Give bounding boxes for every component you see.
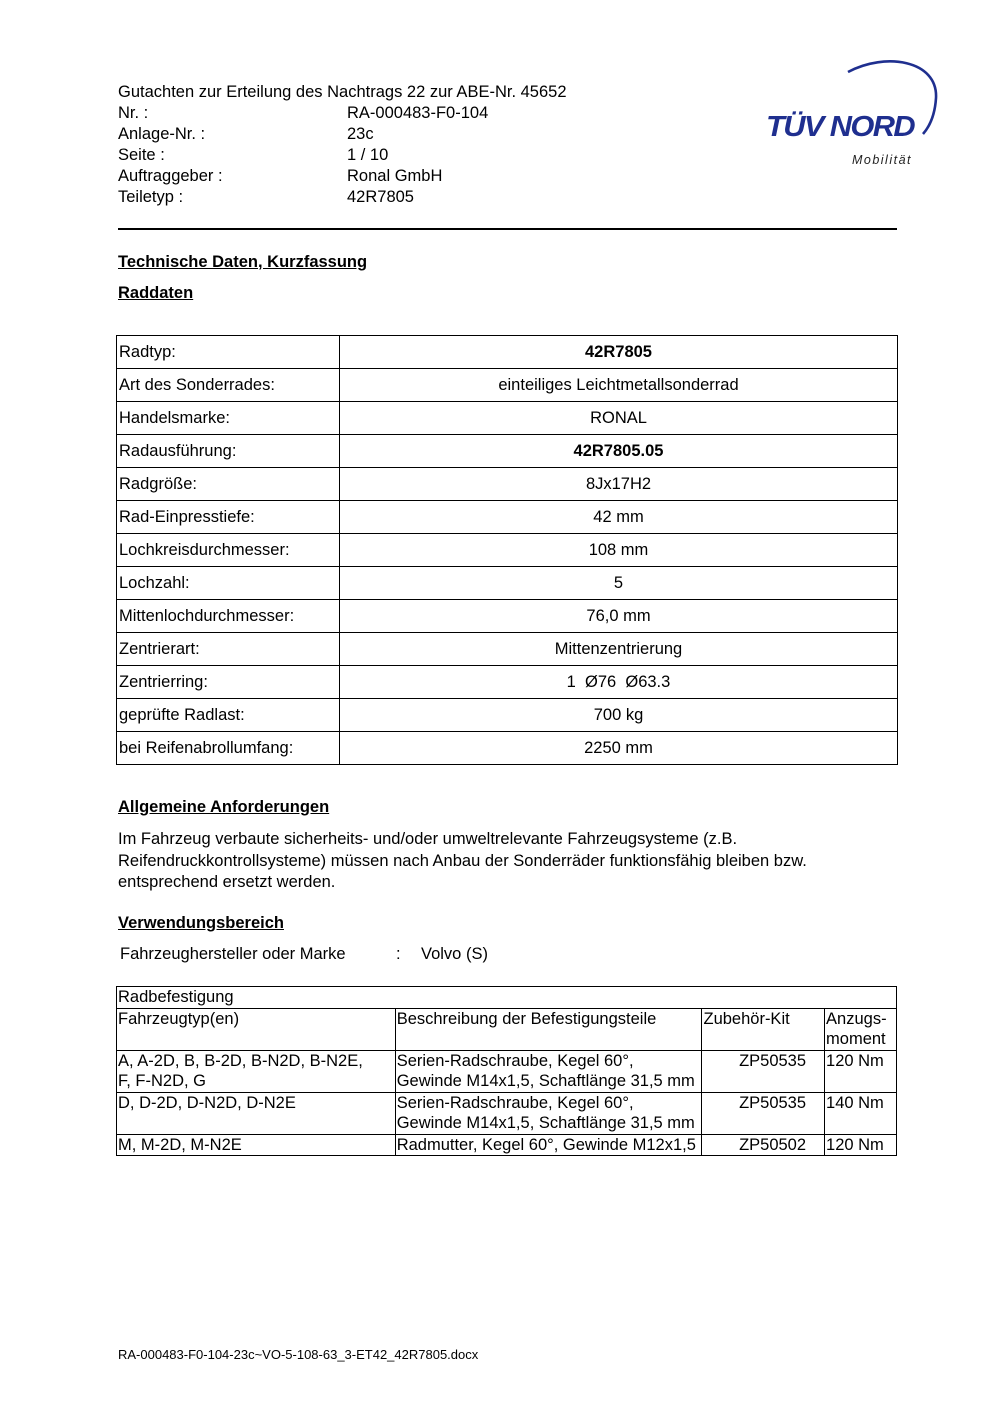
cell-beschreibung: Serien-Radschraube, Kegel 60°, Gewinde M14x1,5, Schaftlänge 31,5 mm [395,1092,702,1134]
table-row [117,1134,897,1156]
raddaten-value: 2250 mm [340,732,898,765]
raddaten-value: 1 Ø76 Ø63.3 [340,666,898,699]
raddaten-key: bei Reifenabrollumfang: [117,732,340,765]
header-info [118,103,488,208]
header-key: Auftraggeber : [118,167,223,185]
table-row [117,1092,897,1134]
raddaten-value: 42R7805.05 [340,435,898,468]
document-title: Gutachten zur Erteilung des Nachtrags 22 zur ABE-Nr. 45652 [118,83,567,101]
header-value: RA-000483-F0-104 [347,104,489,122]
table-row [117,369,898,402]
column-header: Fahrzeugtyp(en) [117,1008,396,1050]
raddaten-key: Lochkreisdurchmesser: [117,534,340,567]
logo-brand-text: TÜV NORD [766,111,906,143]
verwendung-separator: : [396,945,401,963]
raddaten-key: Lochzahl: [117,567,340,600]
cell-fahrzeugtyp: A, A-2D, B, B-2D, B-N2D, B-N2E, F, F-N2D, G [117,1050,396,1092]
raddaten-key: Radausführung: [117,435,340,468]
raddaten-value: 5 [340,567,898,600]
column-header: Anzugs- moment [825,1008,897,1050]
raddaten-key: geprüfte Radlast: [117,699,340,732]
cell-anzugsmoment: 120 Nm [825,1134,897,1156]
header-divider [118,228,897,230]
table-row [117,336,898,369]
raddaten-value: 700 kg [340,699,898,732]
raddaten-value: 76,0 mm [340,600,898,633]
header-row-nr [118,103,488,124]
header-row-seite [118,145,488,166]
table-title-row [117,987,897,1009]
allgemein-text: Im Fahrzeug verbaute sicherheits- und/oder umweltrelevante Fahrzeugsysteme (z.B. Reifendruckkontrollsysteme) müssen nach Anbau der Sonderräder funktionsfähig bleiben bzw. entsprechend ersetzt werden. [118,830,807,891]
cell-anzugsmoment: 140 Nm [825,1092,897,1134]
raddaten-key: Handelsmarke: [117,402,340,435]
header-value: 1 / 10 [347,146,389,164]
header-row-auftraggeber [118,166,488,187]
table-row [117,534,898,567]
header-value: 42R7805 [347,188,414,206]
raddaten-value: einteiliges Leichtmetallsonderrad [340,369,898,402]
cell-fahrzeugtyp: M, M-2D, M-N2E [117,1134,396,1156]
cell-beschreibung: Radmutter, Kegel 60°, Gewinde M12x1,5 [395,1134,702,1156]
table-row [117,435,898,468]
raddaten-key: Art des Sonderrades: [117,369,340,402]
cell-zubehoer-kit: ZP50535 [702,1050,825,1092]
raddaten-value: 108 mm [340,534,898,567]
cell-beschreibung: Serien-Radschraube, Kegel 60°, Gewinde M14x1,5, Schaftlänge 31,5 mm [395,1050,702,1092]
section-title-allgemein: Allgemeine Anforderungen [118,798,330,816]
header-key: Seite : [118,146,165,164]
header-row-teiletyp [118,187,488,208]
header-key: Teiletyp : [118,188,184,206]
table-row [117,699,898,732]
column-header: Zubehör-Kit [702,1008,825,1050]
raddaten-key: Radtyp: [117,336,340,369]
table-row [117,567,898,600]
header-key: Anlage-Nr. : [118,125,206,143]
raddaten-key: Zentrierart: [117,633,340,666]
column-header: Beschreibung der Befestigungsteile [395,1008,702,1050]
raddaten-value: 8Jx17H2 [340,468,898,501]
table-row [117,600,898,633]
footer-filename: RA-000483-F0-104-23c~VO-5-108-63_3-ET42_42R7805.docx [118,1347,479,1362]
table-row [117,402,898,435]
raddaten-key: Rad-Einpresstiefe: [117,501,340,534]
header-value: 23c [347,125,374,143]
raddaten-value: 42 mm [340,501,898,534]
logo-subtitle: Mobilität [851,153,912,167]
table-row [117,468,898,501]
raddaten-table [116,335,898,765]
raddaten-value: RONAL [340,402,898,435]
cell-zubehoer-kit: ZP50535 [702,1092,825,1134]
raddaten-value: 42R7805 [340,336,898,369]
header-key: Nr. : [118,104,149,122]
raddaten-key: Zentrierring: [117,666,340,699]
tuev-nord-logo [760,56,940,176]
raddaten-value: Mittenzentrierung [340,633,898,666]
section-title-technische-daten: Technische Daten, Kurzfassung [118,253,368,271]
section-title-raddaten: Raddaten [118,284,194,302]
radbefestigung-table [116,986,897,1156]
header-row-anlage [118,124,488,145]
table-header-row [117,1008,897,1050]
cell-fahrzeugtyp: D, D-2D, D-N2D, D-N2E [117,1092,396,1134]
raddaten-key: Mittenlochdurchmesser: [117,600,340,633]
table-row [117,633,898,666]
table-row [117,666,898,699]
verwendung-value: Volvo (S) [421,945,488,963]
raddaten-key: Radgröße: [117,468,340,501]
cell-zubehoer-kit: ZP50502 [702,1134,825,1156]
table-row [117,732,898,765]
radbefestigung-title: Radbefestigung [117,987,897,1009]
table-row [117,501,898,534]
table-row [117,1050,897,1092]
cell-anzugsmoment: 120 Nm [825,1050,897,1092]
section-title-verwendung: Verwendungsbereich [118,914,284,932]
header-value: Ronal GmbH [347,167,443,185]
verwendung-label: Fahrzeughersteller oder Marke [120,945,346,963]
